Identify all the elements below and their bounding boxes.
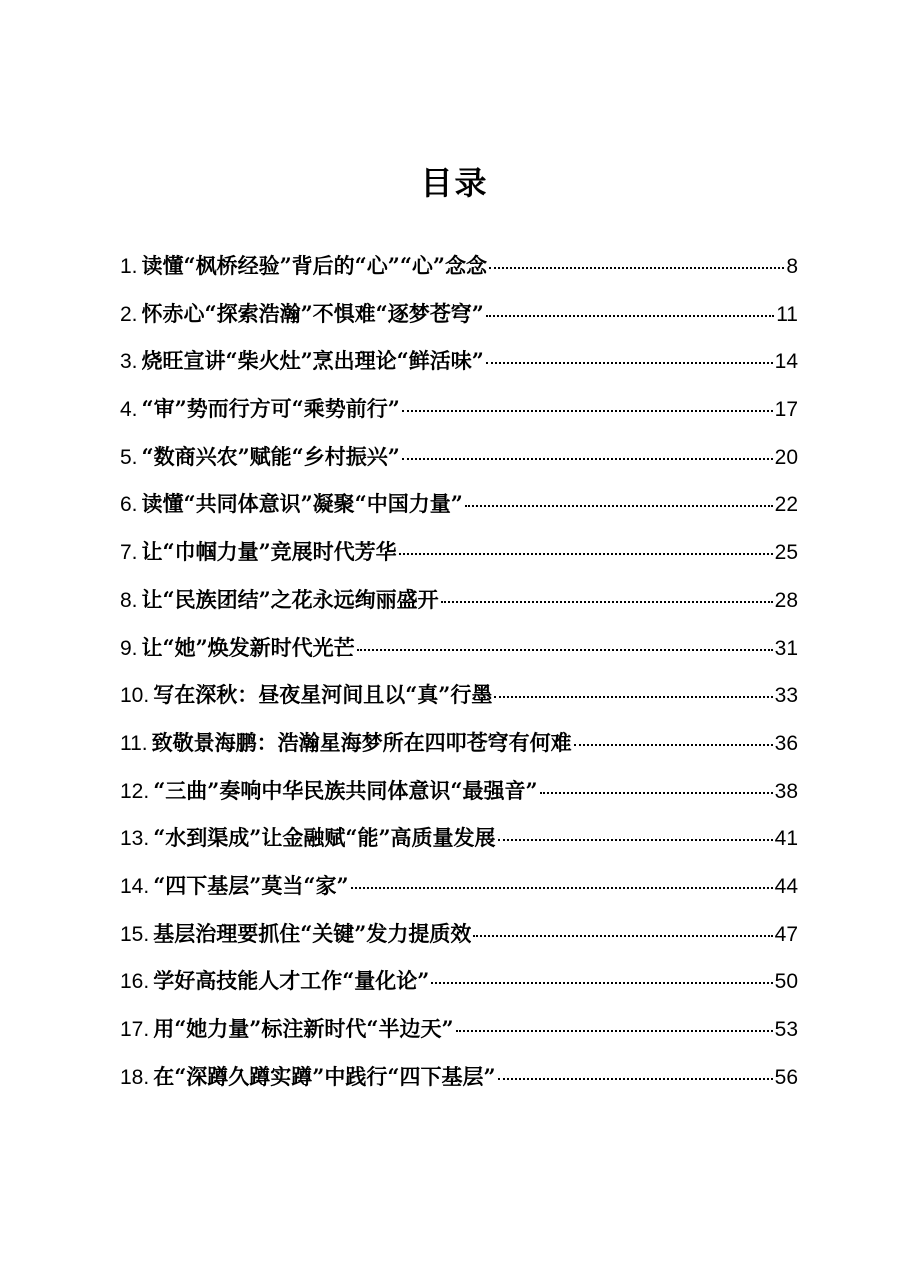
- toc-entry-title: 写在深秋：昼夜星河间且以“真”行墨: [153, 682, 493, 708]
- toc-entry-title: 在“深蹲久蹲实蹲”中践行“四下基层”: [153, 1063, 496, 1089]
- toc-entry[interactable]: [120, 1061, 798, 1109]
- toc-entry[interactable]: [120, 870, 798, 918]
- toc-entry-title: 读懂“枫桥经验”背后的“心”“心”念念: [141, 253, 487, 278]
- toc-entry[interactable]: [120, 488, 798, 536]
- toc-entry[interactable]: [120, 393, 798, 441]
- toc-entry-number: 14.: [120, 874, 150, 898]
- toc-entry-page: 50: [774, 970, 798, 994]
- toc-entry-title: “三曲”奏响中华民族共同体意识“最强音”: [153, 777, 538, 803]
- toc-entry-page: 44: [774, 874, 798, 898]
- dot-leader: [456, 1030, 773, 1032]
- toc-entry-title: 让“巾帼力量”竞展时代芳华: [141, 539, 397, 565]
- toc-entry-number: 17.: [120, 1018, 150, 1041]
- toc-entry-page: 31: [774, 636, 798, 660]
- dot-leader: [574, 744, 773, 746]
- toc-entry-number: 2.: [120, 302, 138, 326]
- dot-leader: [540, 792, 773, 794]
- toc-entry[interactable]: [120, 822, 798, 870]
- table-of-contents: [120, 250, 798, 1108]
- toc-entry-title: 怀赤心“探索浩瀚”不惧难“逐梦苍穹”: [141, 300, 484, 326]
- toc-entry-title: 用“她力量”标注新时代“半边天”: [153, 1016, 454, 1041]
- toc-entry-title: 学好高技能人才工作“量化论”: [153, 968, 430, 994]
- toc-entry[interactable]: [120, 298, 798, 346]
- dot-leader: [441, 601, 773, 603]
- toc-entry-page: 20: [774, 445, 798, 469]
- toc-entry-number: 16.: [120, 970, 150, 994]
- toc-entry-number: 7.: [120, 541, 138, 565]
- toc-entry[interactable]: [120, 965, 798, 1013]
- dot-leader: [489, 267, 784, 269]
- toc-entry-page: 36: [774, 731, 798, 755]
- toc-entry-number: 10.: [120, 684, 150, 708]
- dot-leader: [431, 982, 772, 984]
- dot-leader: [486, 362, 773, 364]
- toc-entry[interactable]: [120, 918, 798, 966]
- toc-entry-title: “审”势而行方可“乘势前行”: [141, 396, 400, 422]
- dot-leader: [465, 505, 773, 507]
- toc-entry-number: 5.: [120, 445, 138, 469]
- toc-entry-page: 14: [774, 350, 798, 374]
- dot-leader: [473, 935, 772, 937]
- page-title: 目录: [420, 164, 489, 202]
- toc-entry-number: 4.: [120, 398, 138, 422]
- dot-leader: [498, 1078, 773, 1080]
- dot-leader: [498, 839, 773, 841]
- dot-leader: [357, 649, 773, 651]
- toc-entry[interactable]: [120, 632, 798, 680]
- toc-entry-title: “数商兴农”赋能“乡村振兴”: [141, 443, 400, 469]
- toc-entry-page: 47: [774, 922, 798, 946]
- toc-entry-number: 8.: [120, 588, 138, 612]
- dot-leader: [402, 458, 773, 460]
- toc-entry-page: 38: [774, 779, 798, 803]
- toc-entry-number: 12.: [120, 779, 150, 803]
- toc-entry-page: 28: [774, 588, 798, 612]
- toc-entry[interactable]: [120, 679, 798, 727]
- toc-entry-page: 25: [774, 541, 798, 565]
- toc-entry-title: 读懂“共同体意识”凝聚“中国力量”: [141, 491, 463, 517]
- toc-entry-title: 让“她”焕发新时代光芒: [141, 634, 355, 660]
- toc-entry[interactable]: [120, 775, 798, 823]
- toc-entry-page: 8: [786, 255, 798, 278]
- toc-entry[interactable]: [120, 250, 798, 298]
- dot-leader: [494, 696, 772, 698]
- toc-entry-number: 1.: [120, 255, 138, 278]
- toc-entry-page: 22: [774, 493, 798, 517]
- toc-entry[interactable]: [120, 441, 798, 489]
- toc-entry-number: 6.: [120, 493, 138, 517]
- toc-entry-page: 33: [774, 684, 798, 708]
- toc-entry-title: 基层治理要抓住“关键”发力提质效: [153, 920, 472, 946]
- toc-entry[interactable]: [120, 584, 798, 632]
- toc-entry-number: 3.: [120, 350, 138, 374]
- toc-entry-page: 56: [774, 1065, 798, 1089]
- toc-entry-page: 53: [774, 1018, 798, 1041]
- dot-leader: [402, 410, 773, 412]
- toc-entry-number: 18.: [120, 1065, 150, 1089]
- toc-entry-title: 烧旺宣讲“柴火灶”烹出理论“鲜活味”: [141, 348, 484, 374]
- dot-leader: [486, 315, 774, 317]
- dot-leader: [351, 887, 773, 889]
- toc-entry[interactable]: [120, 727, 798, 775]
- toc-entry-title: “四下基层”莫当“家”: [153, 872, 349, 898]
- toc-entry-title: “水到渠成”让金融赋“能”高质量发展: [153, 825, 496, 851]
- toc-entry-page: 17: [774, 398, 798, 422]
- toc-entry[interactable]: [120, 345, 798, 393]
- toc-entry-number: 13.: [120, 827, 150, 851]
- toc-entry-number: 15.: [120, 922, 150, 946]
- toc-entry[interactable]: [120, 1013, 798, 1061]
- toc-entry-title: 让“民族团结”之花永远绚丽盛开: [141, 586, 439, 612]
- toc-entry-page: 41: [774, 827, 798, 851]
- toc-entry-title: 致敬景海鹏：浩瀚星海梦所在四叩苍穹有何难: [151, 729, 572, 755]
- toc-entry-number: 9.: [120, 636, 138, 660]
- toc-entry[interactable]: [120, 536, 798, 584]
- toc-entry-number: 11.: [120, 731, 148, 755]
- toc-entry-page: 11: [776, 302, 798, 326]
- dot-leader: [399, 553, 773, 555]
